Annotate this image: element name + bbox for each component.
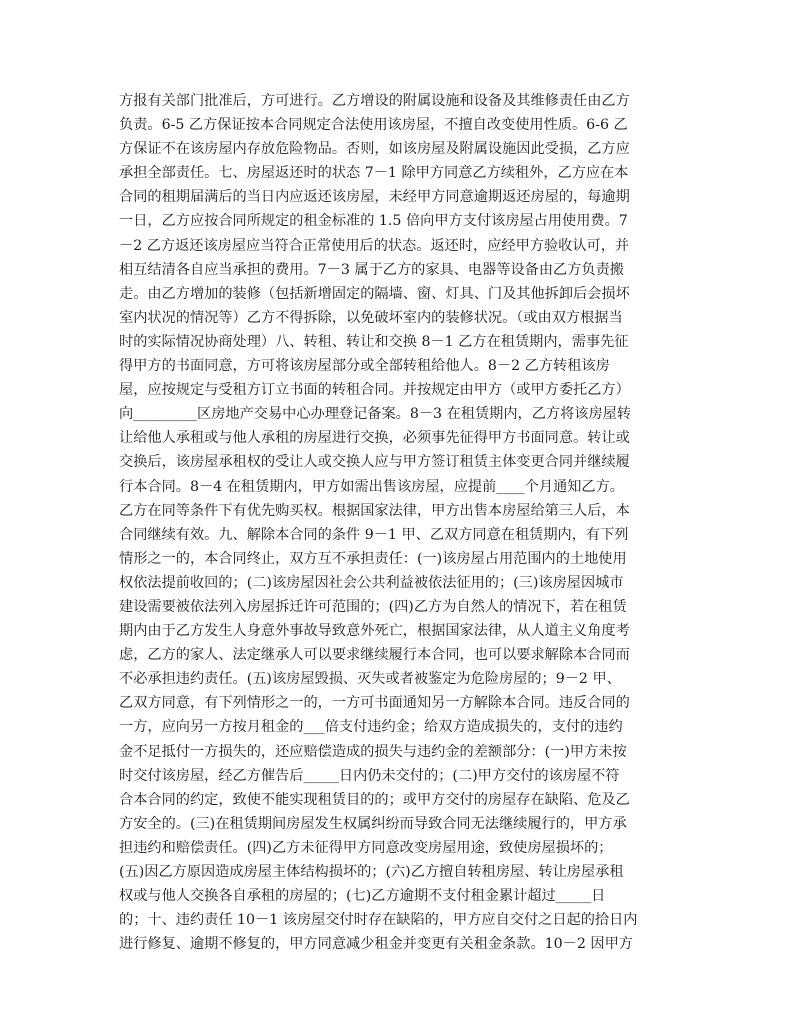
text-line: 交换后，该房屋承租权的受让人或交换人应与甲方签订租赁主体变更合同并继续履: [119, 454, 630, 471]
text-line: 室内状况的情况等）乙方不得拆除，以免破坏室内的装修状况。（或由双方根据当: [119, 309, 623, 326]
text-line: 乙双方同意，有下列情形之一的，一方可书面通知另一方解除本合同。违反合同的: [119, 695, 630, 712]
text-line: 的；十、违约责任 10－1 该房屋交付时存在缺陷的，甲方应自交付之日起的拾日内: [119, 912, 638, 929]
text-line: 权依法提前收回的；(二)该房屋因社会公共利益被依法征用的；(三)该房屋因城市: [119, 574, 624, 591]
text-line: 时的实际情况协商处理）八、转租、转让和交换 8－1 乙方在租赁期内，需事先征: [119, 333, 629, 350]
text-line: 得甲方的书面同意，方可将该房屋部分或全部转租给他人。8－2 乙方转租该房: [119, 358, 610, 375]
text-line: 方报有关部门批准后，方可进行。乙方增设的附属设施和设备及其维修责任由乙方: [119, 93, 630, 109]
text-line: 承担全部责任。七、房屋返还时的状态 7－1 除甲方同意乙方续租外，乙方应在本: [119, 165, 629, 182]
text-line: 一日，乙方应按合同所规定的租金标准的 1.5 倍向甲方支付该房屋占用使用费。7: [119, 213, 628, 230]
text-line: 方保证不在该房屋内存放危险物品。否则，如该房屋及附属设施因此受损，乙方应: [119, 141, 630, 158]
text-line: 进行修复、逾期不修复的，甲方同意减少租金并变更有关租金条款。10－2 因甲方: [119, 936, 633, 953]
text-line: 相互结清各自应当承担的费用。7－3 属于乙方的家具、电器等设备由乙方负责搬: [119, 261, 624, 278]
text-line: 时交付该房屋，经乙方催告后_____日内仍未交付的；(二)甲方交付的该房屋不符: [119, 767, 620, 784]
text-line: 期内由于乙方发生人身意外事故导致意外死亡，根据国家法律，从人道主义角度考: [119, 623, 630, 640]
text-line: 合同的租期届满后的当日内应返还该房屋，未经甲方同意逾期返还房屋的，每逾期: [119, 189, 630, 206]
text-line: 不必承担违约责任。(五)该房屋毁损、灭失或者被鉴定为危险房屋的；9－2 甲、: [119, 671, 621, 688]
text-line: 建设需要被依法列入房屋拆迁许可范围的；(四)乙方为自然人的情况下，若在租赁: [119, 598, 627, 615]
text-line: 行本合同。8－4 在租赁期内，甲方如需出售该房屋，应提前____个月通知乙方。: [119, 478, 624, 495]
text-line: 屋，应按规定与受租方订立书面的转租合同。并按规定由甲方（或甲方委托乙方）: [119, 382, 630, 399]
contract-body-text: [119, 89, 689, 956]
text-line: 一方，应向另一方按月租金的___倍支付违约金；给双方造成损失的，支付的违约: [119, 719, 623, 736]
text-line: －2 乙方返还该房屋应当符合正常使用后的状态。返还时，应经甲方验收认可，并: [119, 237, 630, 254]
text-line: 方安全的。(三)在租赁期间房屋发生权属纠纷而导致合同无法继续履行的，甲方承: [119, 815, 627, 832]
text-line: 向_________区房地产交易中心办理登记备案。8－3 在租赁期内，乙方将该房屋转: [119, 406, 632, 423]
text-line: 虑，乙方的家人、法定继承人可以要求继续履行本合同，也可以要求解除本合同而: [119, 647, 630, 664]
text-line: 金不足抵付一方损失的，还应赔偿造成的损失与违约金的差额部分：(一)甲方未按: [119, 743, 627, 760]
text-line: 乙方在同等条件下有优先购买权。根据国家法律，甲方出售本房屋给第三人后，本: [119, 502, 630, 519]
text-line: 走。由乙方增加的装修（包括新增固定的隔墙、窗、灯具、门及其他拆卸后会损坏: [119, 285, 630, 302]
text-line: 让给他人承租或与他人承租的房屋进行交换，必须事先征得甲方书面同意。转让或: [119, 430, 630, 447]
text-line: 合本合同的约定，致使不能实现租赁目的的；或甲方交付的房屋存在缺陷、危及乙: [119, 791, 630, 808]
text-line: 权或与他人交换各自承租的房屋的；(七)乙方逾期不支付租金累计超过_____日: [119, 888, 606, 905]
text-line: 情形之一的，本合同终止，双方互不承担责任：(一)该房屋占用范围内的土地使用: [119, 550, 627, 567]
text-line: (五)因乙方原因造成房屋主体结构损坏的；(六)乙方擅自转租房屋、转让房屋承租: [119, 864, 624, 880]
text-line: 合同继续有效。九、解除本合同的条件 9－1 甲、乙双方同意在租赁期内，有下列: [119, 526, 629, 543]
text-line: 负责。6-5 乙方保证按本合同规定合法使用该房屋，不擅自改变使用性质。6-6 乙: [119, 117, 628, 134]
text-line: 担违约和赔偿责任。(四)乙方未征得甲方同意改变房屋用途，致使房屋损坏的；: [119, 839, 613, 856]
